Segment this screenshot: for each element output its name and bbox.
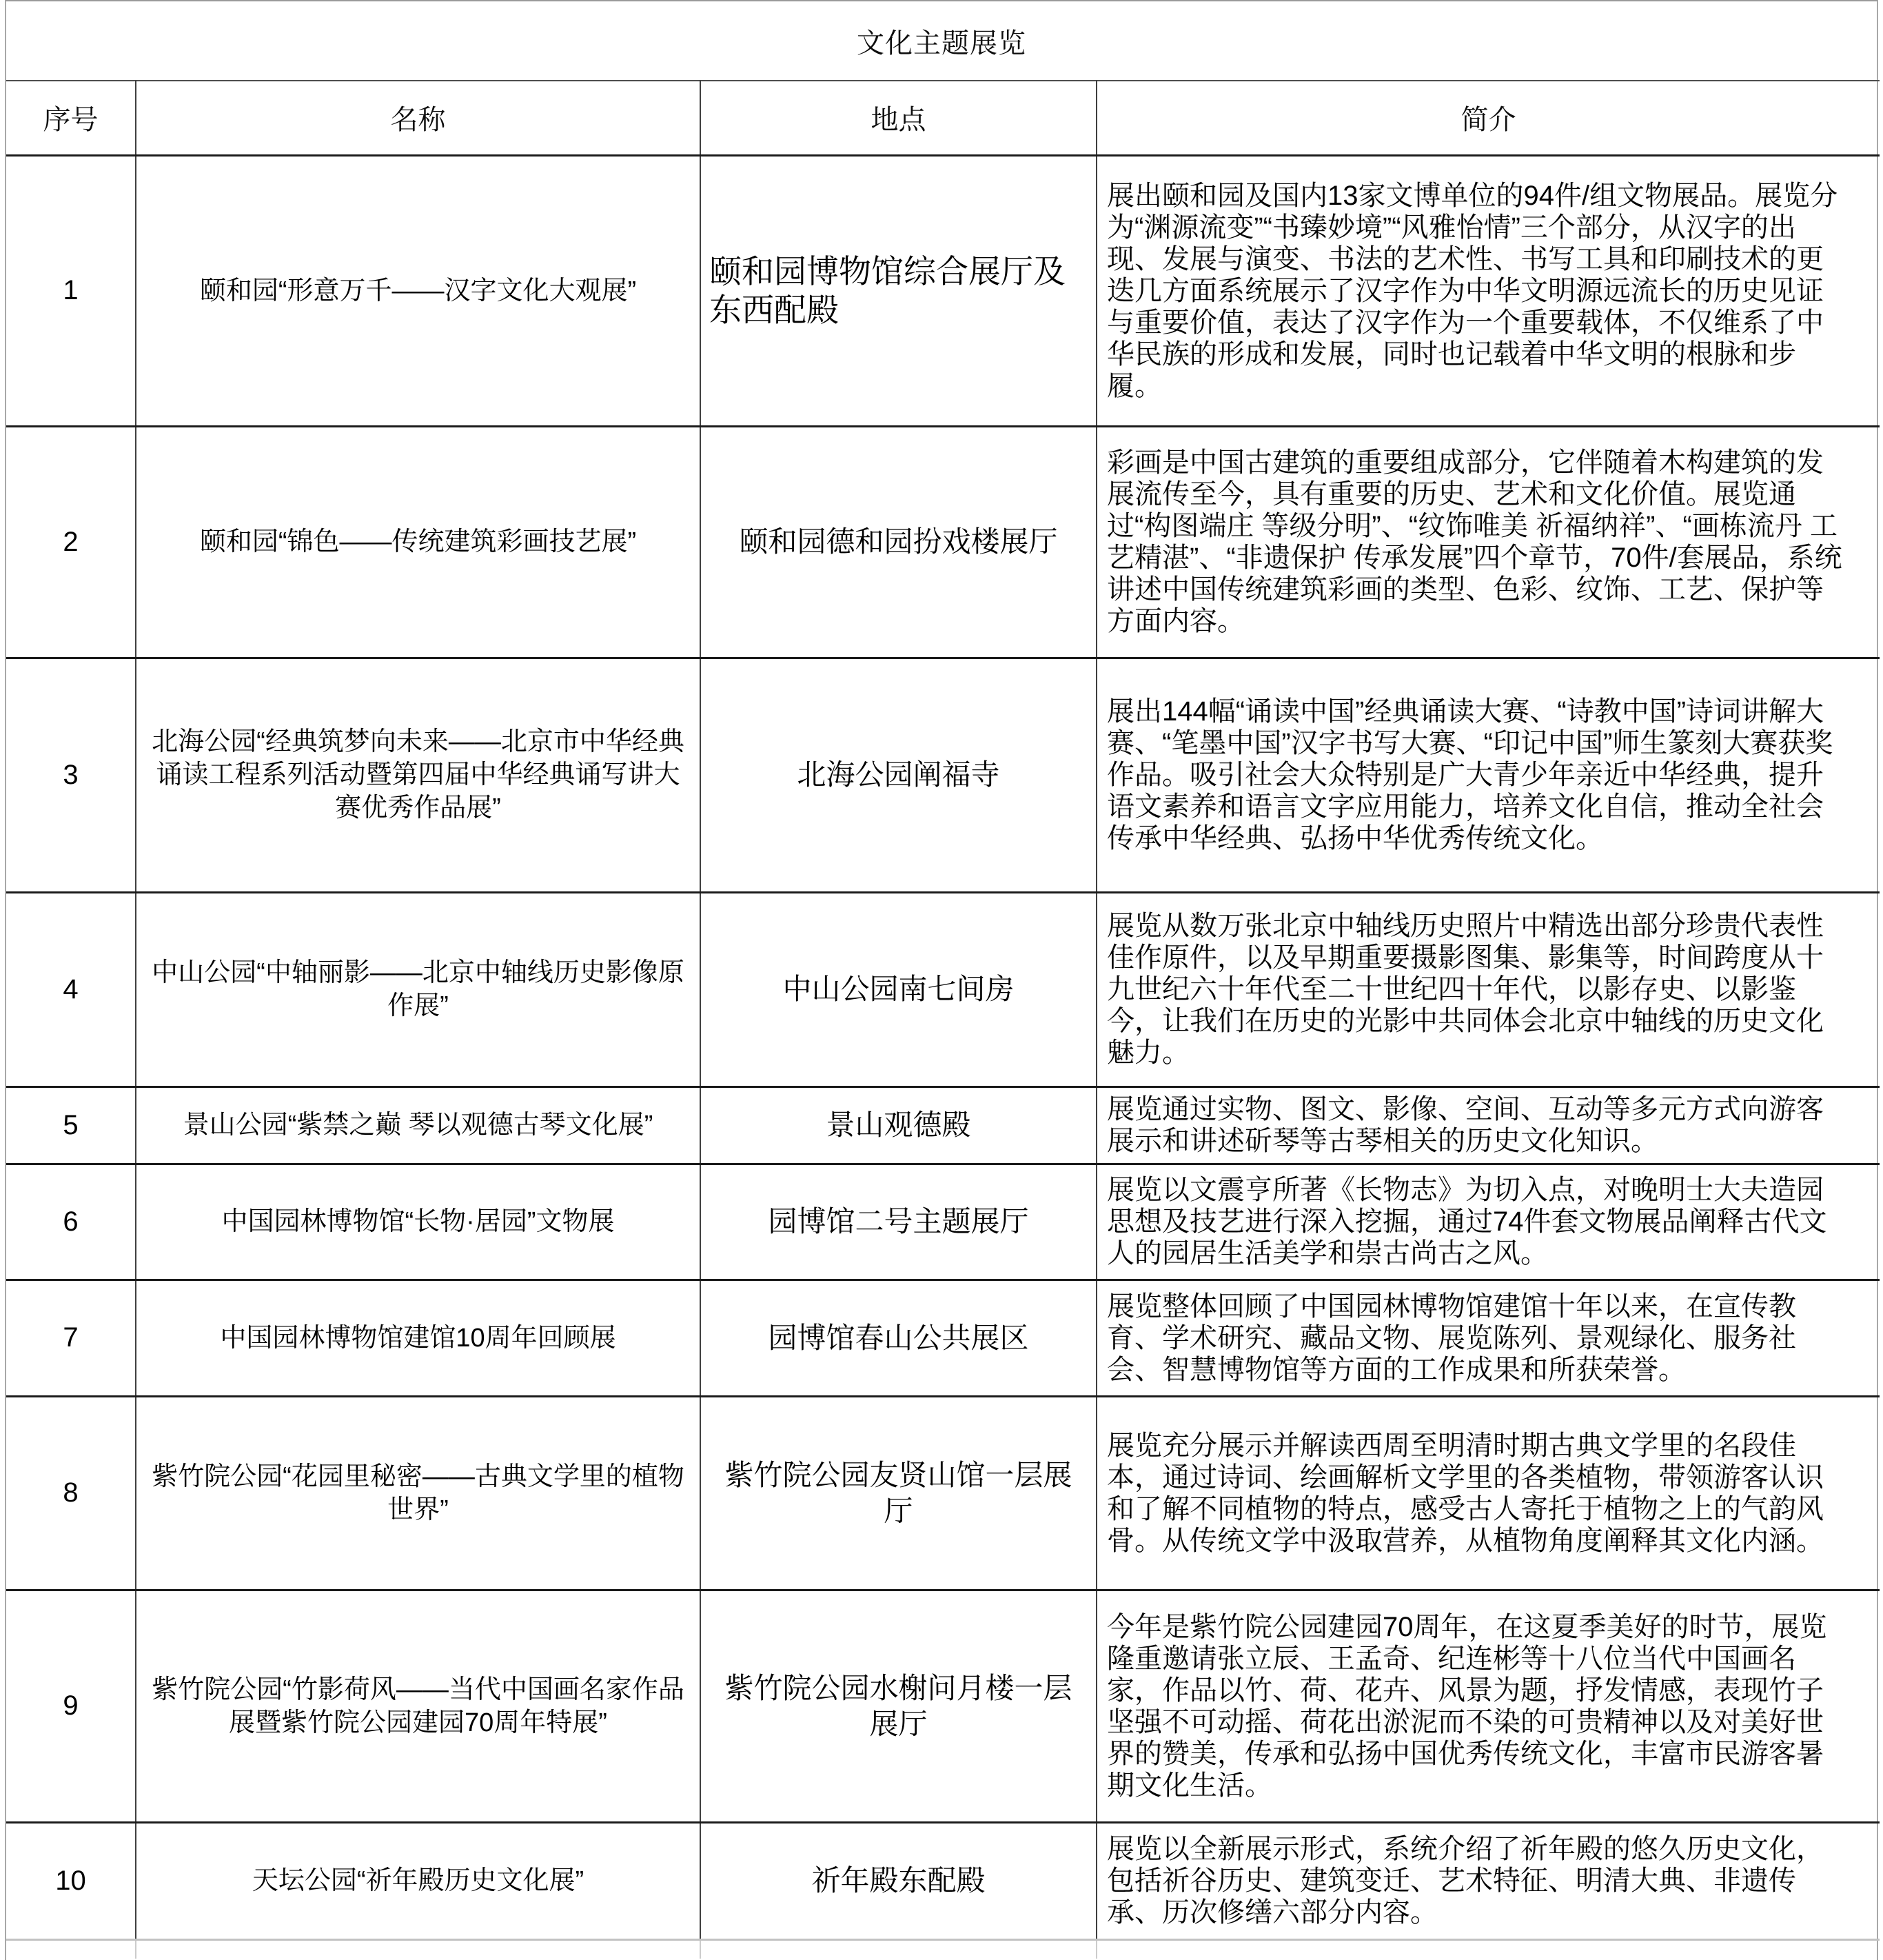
table-row [6, 1590, 1880, 1822]
exhibition-intro: 展览从数万张北京中轴线历史照片中精选出部分珍贵代表性佳作原件，以及早期重要摄影图集、影集等，时间跨度从十九世纪六十年代至二十世纪四十年代，以影存史、以影鉴今，让我们在历史的光影中共同体会北京中轴线的历史文化魅力。 [1097, 892, 1880, 1087]
page-title: 文化主题展览 [857, 28, 1026, 59]
partial-next-row [6, 1939, 1880, 1959]
exhibition-location: 北海公园阐福寺 [700, 658, 1097, 892]
exhibition-intro: 展览整体回顾了中国园林博物馆建馆十年以来，在宣传教育、学术研究、藏品文物、展览陈列、景观绿化、服务社会、智慧博物馆等方面的工作成果和所获荣誉。 [1097, 1280, 1880, 1396]
table-row [6, 426, 1880, 658]
row-num: 2 [6, 426, 136, 658]
column-header-intro: 简介 [1097, 81, 1880, 155]
header-row [6, 81, 1880, 155]
row-num: 1 [6, 155, 136, 426]
row-num: 9 [6, 1590, 136, 1822]
exhibition-location: 园博馆春山公共展区 [700, 1280, 1097, 1396]
empty-cell [6, 1939, 136, 1959]
row-num: 3 [6, 658, 136, 892]
exhibition-name: 景山公园“紫禁之巅 琴以观德古琴文化展” [136, 1087, 700, 1164]
row-num: 10 [6, 1822, 136, 1939]
exhibition-name: 颐和园“锦色——传统建筑彩画技艺展” [136, 426, 700, 658]
exhibition-name: 中国园林博物馆“长物·居园”文物展 [136, 1164, 700, 1280]
exhibitions-table [6, 80, 1880, 1959]
table-row [6, 1396, 1880, 1590]
exhibition-location: 紫竹院公园友贤山馆一层展厅 [700, 1396, 1097, 1590]
exhibition-name: 北海公园“经典筑梦向未来——北京市中华经典诵读工程系列活动暨第四届中华经典诵写讲大赛优秀作品展” [136, 658, 700, 892]
table-row [6, 1280, 1880, 1396]
exhibition-name: 紫竹院公园“竹影荷风——当代中国画名家作品展暨紫竹院公园建园70周年特展” [136, 1590, 700, 1822]
exhibition-intro: 彩画是中国古建筑的重要组成部分，它伴随着木构建筑的发展流传至今，具有重要的历史、艺术和文化价值。展览通过“构图端庄 等级分明”、“纹饰唯美 祈福纳祥”、“画栋流丹 工艺精湛”、“非遗保护 传承发展”四个章节，70件/套展品，系统讲述中国传统建筑彩画的类型、色彩、纹饰、工艺、保护等方面内容。 [1097, 426, 1880, 658]
exhibition-location: 中山公园南七间房 [700, 892, 1097, 1087]
exhibition-intro: 展出144幅“诵读中国”经典诵读大赛、“诗教中国”诗词讲解大赛、“笔墨中国”汉字书写大赛、“印记中国”师生篆刻大赛获奖作品。吸引社会大众特别是广大青少年亲近中华经典，提升语文素养和语言文字应用能力，培养文化自信，推动全社会传承中华经典、弘扬中华优秀传统文化。 [1097, 658, 1880, 892]
column-header-location: 地点 [700, 81, 1097, 155]
table-row [6, 1822, 1880, 1939]
exhibition-intro: 展览以文震亨所著《长物志》为切入点，对晚明士大夫造园思想及技艺进行深入挖掘，通过74件套文物展品阐释古代文人的园居生活美学和崇古尚古之风。 [1097, 1164, 1880, 1280]
exhibition-name: 颐和园“形意万千——汉字文化大观展” [136, 155, 700, 426]
document-sheet [5, 0, 1878, 1960]
empty-cell [700, 1939, 1097, 1959]
table-row [6, 1164, 1880, 1280]
exhibition-intro: 展览充分展示并解读西周至明清时期古典文学里的名段佳本，通过诗词、绘画解析文学里的各类植物，带领游客认识和了解不同植物的特点，感受古人寄托于植物之上的气韵风骨。从传统文学中汲取营养，从植物角度阐释其文化内涵。 [1097, 1396, 1880, 1590]
column-header-num: 序号 [6, 81, 136, 155]
row-num: 6 [6, 1164, 136, 1280]
table-row [6, 1087, 1880, 1164]
table-row [6, 155, 1880, 426]
exhibition-intro: 今年是紫竹院公园建园70周年，在这夏季美好的时节，展览隆重邀请张立辰、王孟奇、纪连彬等十八位当代中国画名家，作品以竹、荷、花卉、风景为题，抒发情感，表现竹子坚强不可动摇、荷花出淤泥而不染的可贵精神以及对美好世界的赞美，传承和弘扬中国优秀传统文化，丰富市民游客暑期文化生活。 [1097, 1590, 1880, 1822]
exhibition-location: 紫竹院公园水榭问月楼一层展厅 [700, 1590, 1097, 1822]
exhibition-location: 颐和园博物馆综合展厅及东西配殿 [700, 155, 1097, 426]
exhibition-location: 颐和园德和园扮戏楼展厅 [700, 426, 1097, 658]
row-num: 4 [6, 892, 136, 1087]
exhibition-intro: 展览以全新展示形式，系统介绍了祈年殿的悠久历史文化，包括祈谷历史、建筑变迁、艺术特征、明清大典、非遗传承、历次修缮六部分内容。 [1097, 1822, 1880, 1939]
table-row [6, 658, 1880, 892]
exhibition-name: 中山公园“中轴丽影——北京中轴线历史影像原作展” [136, 892, 700, 1087]
row-num: 8 [6, 1396, 136, 1590]
row-num: 7 [6, 1280, 136, 1396]
exhibition-name: 紫竹院公园“花园里秘密——古典文学里的植物世界” [136, 1396, 700, 1590]
exhibition-intro: 展出颐和园及国内13家文博单位的94件/组文物展品。展览分为“渊源流变”“书臻妙境”“风雅怡情”三个部分，从汉字的出现、发展与演变、书法的艺术性、书写工具和印刷技术的更迭几方面系统展示了汉字作为中华文明源远流长的历史见证与重要价值，表达了汉字作为一个重要载体，不仅维系了中华民族的形成和发展，同时也记载着中华文明的根脉和步履。 [1097, 155, 1880, 426]
exhibition-location: 园博馆二号主题展厅 [700, 1164, 1097, 1280]
row-num: 5 [6, 1087, 136, 1164]
empty-cell [1097, 1939, 1880, 1959]
empty-cell [136, 1939, 700, 1959]
table-row [6, 892, 1880, 1087]
exhibition-location: 景山观德殿 [700, 1087, 1097, 1164]
exhibition-location: 祈年殿东配殿 [700, 1822, 1097, 1939]
exhibition-name: 天坛公园“祈年殿历史文化展” [136, 1822, 700, 1939]
column-header-name: 名称 [136, 81, 700, 155]
exhibition-name: 中国园林博物馆建馆10周年回顾展 [136, 1280, 700, 1396]
exhibition-intro: 展览通过实物、图文、影像、空间、互动等多元方式向游客展示和讲述斫琴等古琴相关的历史文化知识。 [1097, 1087, 1880, 1164]
